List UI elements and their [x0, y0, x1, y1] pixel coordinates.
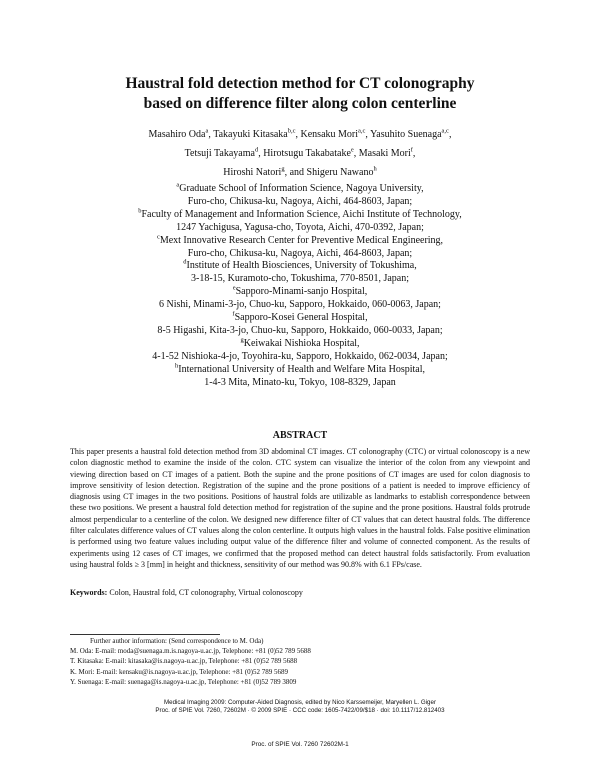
affiliation-line	[60, 377, 540, 390]
affiliation-line	[60, 286, 540, 299]
affiliation-text: 4-1-52 Nishioka-4-jo, Toyohira-ku, Sapporo, Hokkaido, 062-0034, Japan;	[152, 350, 448, 362]
affiliation-text: Sapporo-Kosei General Hospital,	[234, 312, 368, 324]
affiliation-line	[60, 248, 540, 261]
affiliation-line	[60, 351, 540, 364]
abstract-body: This paper presents a haustral fold detection method from 3D abdominal CT images. CT colonography (CTC) or virtual colonoscopy is a new colon diagnostic method to examine the inside of the colon. CTC system can visualize the interior of the colon from any viewpoint and viewing direction based on CT images of a patient. Both the supine and the prone positions of CT images are used for colon diagnosis to improve sensitivity of lesion detection. Registration of the supine and the prone positions of a patient is needed to improve efficiency of diagnosis using CT images in the two positions. Positions of haustral folds are utilizable as landmarks to establish correspondence between these two positions. We present a haustral fold detection method for registration of the supine and the prone positions. Haustral folds protrude almost perpendicular to a centerline of the colon. We designed new difference filter of CT values that can detect haustral folds. The difference filter calculates difference values of CT values along the colon centerline. It outputs high values in the haustral folds. False positive elimination is performed using two feature values including output value of the difference filter and volume of connected component. As the results of experiments using 12 cases of CT images, we confirmed that the proposed method can detect haustral folds satisfactorily. From evaluation using haustral folds ≥ 3 [mm] in height and thickness, sensitivity of our method was 90.8% with 6.1 FPs/case.	[70, 447, 530, 569]
affiliation-text: 6 Nishi, Minami-3-jo, Chuo-ku, Sapporo, Hokkaido, 060-0063, Japan;	[159, 299, 441, 311]
author-name: Takayuki Kitasaka	[213, 129, 288, 140]
author-separator: , and	[284, 167, 307, 178]
keywords-label: Keywords:	[70, 588, 108, 597]
author-line-2	[60, 144, 540, 163]
author-affiliation-mark: a,c	[358, 127, 366, 135]
author-separator: ,	[295, 129, 301, 140]
affiliation-line	[60, 260, 540, 273]
affiliation-mark: g	[240, 336, 244, 344]
affiliation-text: 1-4-3 Mita, Minato-ku, Tokyo, 108-8329, Japan	[204, 376, 396, 388]
author-footnotes	[70, 636, 530, 687]
footnote-line: M. Oda: E-mail: moda@suenaga.m.is.nagoya-u.ac.jp, Telephone: +81 (0)52 789 5688	[70, 647, 311, 656]
footnote-line: Y. Suenaga: E-mail: suenaga@is.nagoya-u.ac.jp, Telephone: +81 (0)52 789 3809	[70, 677, 297, 686]
author-affiliation-mark: b,c	[287, 127, 296, 135]
affiliation-line	[60, 196, 540, 209]
author-separator: ,	[353, 148, 359, 159]
affiliation-text: Faculty of Management and Information Science, Aichi Institute of Technology,	[141, 208, 462, 220]
affiliation-text: Keiwakai Nishioka Hospital,	[243, 337, 360, 349]
publication-citation	[60, 699, 540, 715]
author-name: Masaki Mori	[358, 148, 411, 159]
author-affiliation-mark: e	[350, 146, 354, 154]
author-separator: ,	[258, 148, 264, 159]
affiliation-mark: b	[138, 207, 142, 215]
author-affiliation-mark: a,c	[441, 127, 449, 135]
author-name: Hirotsugu Takabatake	[263, 148, 351, 159]
affiliation-line	[60, 364, 540, 377]
affiliation-text: 1247 Yachigusa, Yagusa-cho, Toyota, Aichi, 470-0392, Japan;	[176, 221, 424, 233]
paper-title	[60, 74, 540, 114]
affiliation-text: Furo-cho, Chikusa-ku, Nagoya, Aichi, 464-8603, Japan;	[187, 195, 413, 207]
page-footer: Proc. of SPIE Vol. 7260 72602M-1	[251, 741, 349, 748]
affiliation-text: 3-18-15, Kuramoto-cho, Tokushima, 770-8501, Japan;	[191, 273, 409, 285]
affiliation-mark: e	[232, 284, 236, 292]
author-name: Kensaku Mori	[300, 129, 359, 140]
author-name: Shigeru Nawano	[306, 167, 374, 178]
affiliation-list	[60, 183, 540, 390]
affiliation-mark: h	[175, 362, 179, 370]
affiliation-text: 8-5 Higashi, Kita-3-jo, Chuo-ku, Sapporo, Hokkaido, 060-0033, Japan;	[157, 324, 443, 336]
author-line-3	[60, 163, 540, 182]
affiliation-mark: a	[176, 181, 180, 189]
citation-line-2: Proc. of SPIE Vol. 7260, 72602M · © 2009 SPIE · CCC code: 1605-7422/09/$18 · doi: 10.1117/12.812403	[155, 707, 445, 715]
affiliation-line	[60, 299, 540, 312]
author-affiliation-mark: f	[410, 146, 413, 154]
affiliation-text: International University of Health and Welfare Mita Hospital,	[178, 363, 425, 375]
affiliation-text: Sapporo-Minami-sanjo Hospital,	[235, 286, 368, 298]
citation-line-1: Medical Imaging 2009: Computer-Aided Diagnosis, edited by Nico Karssemeijer, Maryellen L. Giger	[163, 699, 437, 706]
footnote-line: K. Mori: E-mail: kensaku@is.nagoya-u.ac.jp, Telephone: +81 (0)52 789 5689	[70, 667, 288, 676]
title-line-2: based on difference filter along colon centerline	[143, 95, 457, 112]
affiliation-line	[60, 312, 540, 325]
author-affiliation-mark: h	[373, 165, 377, 173]
author-name: Hiroshi Natori	[223, 167, 282, 178]
affiliation-text: Furo-cho, Chikusa-ku, Nagoya, Aichi, 464-8603, Japan;	[187, 247, 413, 259]
affiliation-line	[60, 338, 540, 351]
footnote-heading: Further author information: (Send correspondence to M. Oda)	[90, 637, 264, 645]
title-line-1: Haustral fold detection method for CT colonography	[125, 75, 475, 92]
affiliation-text: Institute of Health Biosciences, University of Tokushima,	[186, 260, 417, 272]
author-affiliation-mark: g	[281, 165, 285, 173]
author-affiliation-mark: a	[205, 127, 209, 135]
footnote-line: T. Kitasaka: E-mail: kitasaka@is.nagoya-u.ac.jp, Telephone: +81 (0)52 789 5688	[70, 657, 298, 666]
author-line-1	[60, 125, 540, 144]
abstract-heading: ABSTRACT	[272, 430, 328, 441]
keywords	[70, 587, 530, 598]
author-name: Tetsuji Takayama	[184, 148, 255, 159]
author-separator: ,	[448, 129, 452, 140]
keywords-text: Colon, Haustral fold, CT colonography, Virtual colonoscopy	[109, 588, 303, 597]
footnote-divider	[70, 634, 220, 635]
affiliation-line	[60, 222, 540, 235]
affiliation-text: Mext Innovative Research Center for Preventive Medical Engineering,	[159, 234, 444, 246]
affiliation-line	[60, 183, 540, 196]
author-affiliation-mark: d	[254, 146, 259, 154]
author-separator: ,	[365, 129, 371, 140]
author-separator: ,	[412, 148, 416, 159]
affiliation-line	[60, 325, 540, 338]
affiliation-line	[60, 235, 540, 248]
author-separator: ,	[208, 129, 214, 140]
affiliation-text: Graduate School of Information Science, Nagoya University,	[179, 183, 424, 194]
affiliation-mark: c	[156, 233, 160, 241]
affiliation-mark: f	[232, 310, 235, 318]
author-name: Yasuhito Suenaga	[370, 129, 442, 140]
affiliation-mark: d	[183, 259, 187, 267]
affiliation-line	[60, 209, 540, 222]
author-list	[60, 125, 540, 182]
affiliation-line	[60, 273, 540, 286]
author-name: Masahiro Oda	[148, 129, 206, 140]
